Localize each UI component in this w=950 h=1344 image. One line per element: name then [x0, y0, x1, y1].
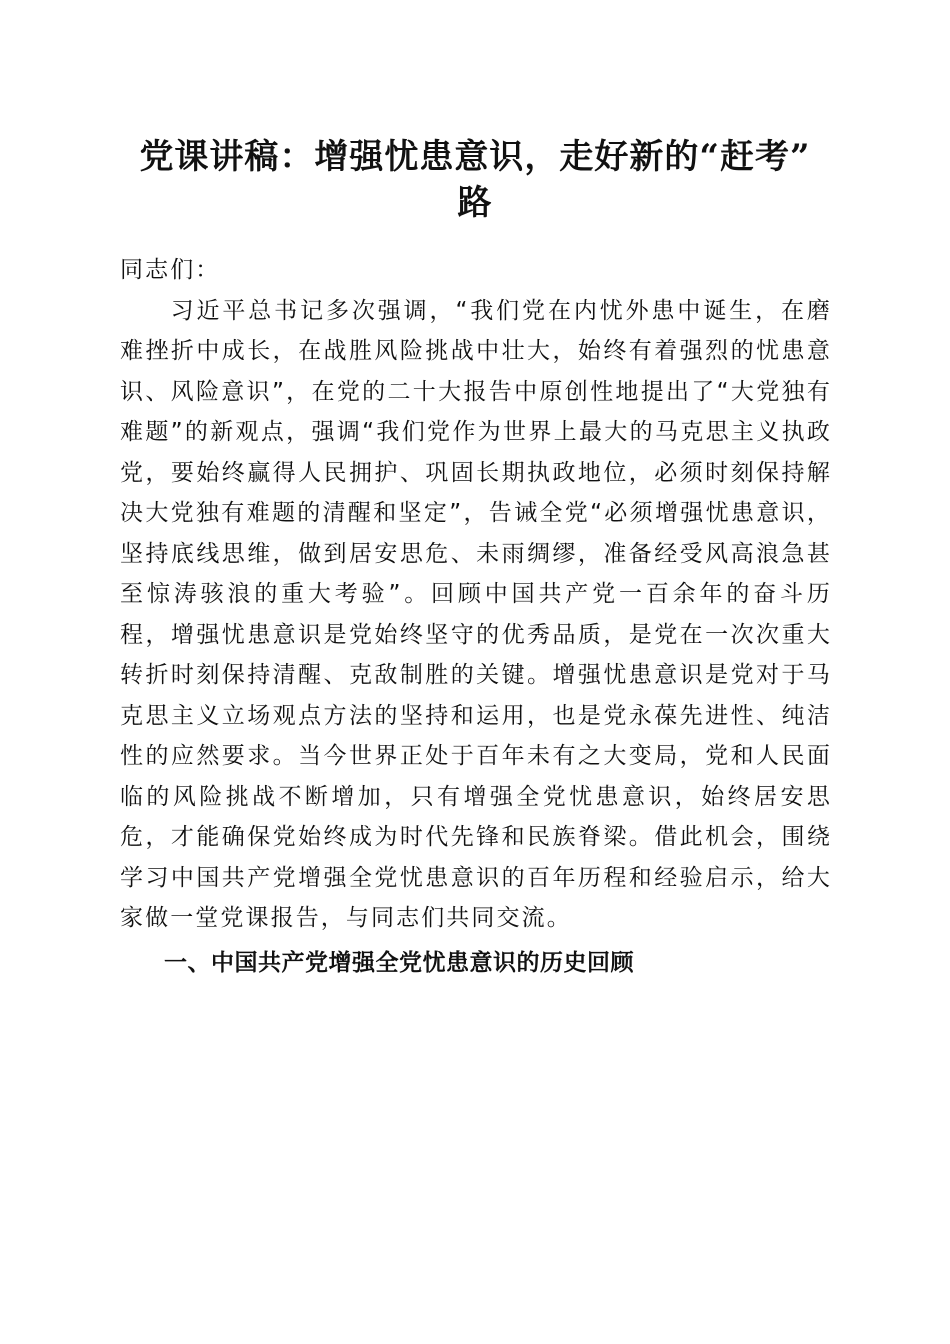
document-body	[120, 250, 832, 983]
section-heading-1: 一、中国共产党增强全党忧患意识的历史回顾	[164, 949, 634, 976]
title-line-2: 路	[457, 183, 493, 223]
title-line-1: 党课讲稿：增强忧患意识，走好新的“赶考”	[139, 137, 811, 177]
paragraph-intro: 习近平总书记多次强调，“我们党在内忧外患中诞生，在磨难挫折中成长，在战胜风险挑战中壮大，始终有着强烈的忧患意识、风险意识”，在党的二十大报告中原创性地提出了“大党独有难题”的新观点，强调“我们党作为世界上最大的马克思主义执政党，要始终赢得人民拥护、巩固长期执政地位，必须时刻保持解决大党独有难题的清醒和坚定”，告诫全党“必须增强忧患意识，坚持底线思维，做到居安思危、未雨绸缪，准备经受风高浪急甚至惊涛骇浪的重大考验”。回顾中国共产党一百余年的奋斗历程，增强忧患意识是党始终坚守的优秀品质，是党在一次次重大转折时刻保持清醒、克敌制胜的关键。增强忧患意识是党对于马克思主义立场观点方法的坚持和运用，也是党永葆先进性、纯洁性的应然要求。当今世界正处于百年未有之大变局，党和人民面临的风险挑战不断增加，只有增强全党忧患意识，始终居安思危，才能确保党始终成为时代先锋和民族脊梁。借此机会，围绕学习中国共产党增强全党忧患意识的百年历程和经验启示，给大家做一堂党课报告，与同志们共同交流。	[120, 297, 832, 931]
salutation: 同志们：	[120, 257, 221, 283]
document-title	[110, 134, 840, 226]
